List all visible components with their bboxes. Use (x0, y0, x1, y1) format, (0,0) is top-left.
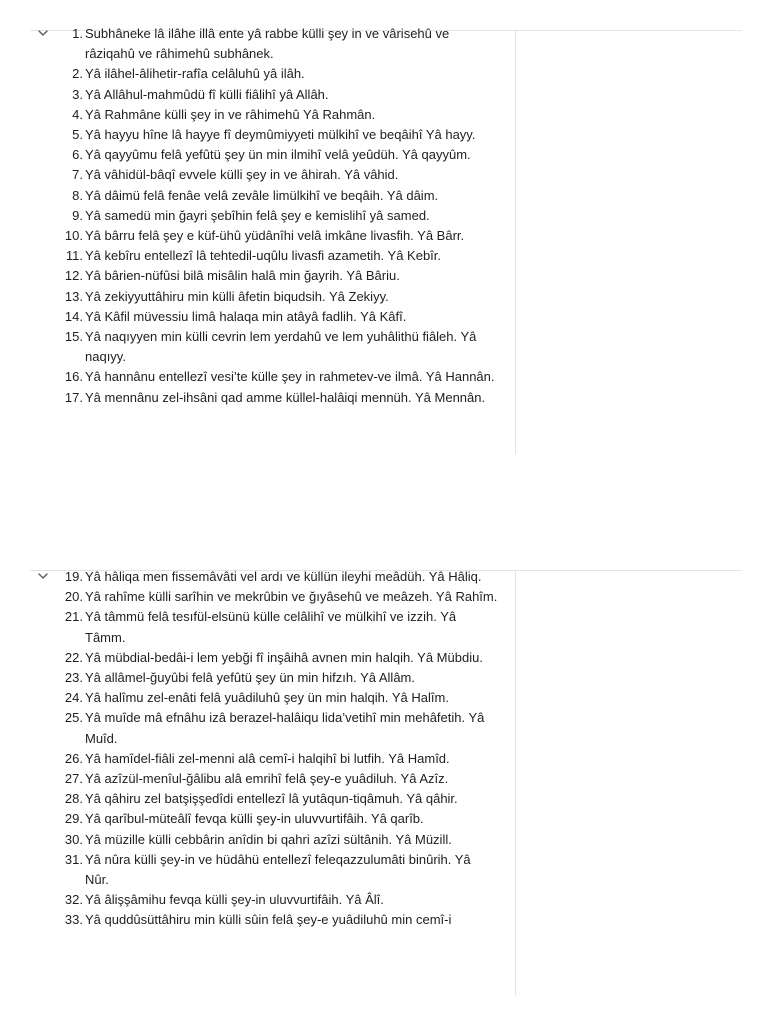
list-item-number: 27. (64, 771, 83, 787)
list-item (58, 165, 498, 185)
chevron-down-icon[interactable] (36, 26, 50, 40)
list-item-text: Yâ ilâhel-âlihetir-rafîa celâluhû yâ ilâh. (85, 66, 305, 82)
list-item-number: 29. (64, 811, 83, 827)
list-item-text: Yâ zekiyyuttâhiru min külli âfetin biqudsih. Yâ Zekiyy. (85, 288, 389, 304)
list-item-text: Subhâneke lâ ilâhe illâ ente yâ rabbe külli şey in ve vârisehû ve râziqahû ve râhimehû subhânek. (85, 26, 450, 62)
list-item-text: Yâ bârru felâ şey e küf-ühû yüdânîhi velâ imkâne livasfih. Yâ Bârr. (85, 228, 465, 244)
list-item-text: Yâ allâmel-ğuyûbi felâ yefûtü şey ün min hifzıh. Yâ Allâm. (85, 670, 415, 686)
list-item (58, 125, 498, 145)
list-item-number: 25. (64, 710, 83, 726)
chevron-down-icon[interactable] (36, 569, 50, 583)
list-item-number: 8. (72, 187, 83, 203)
list-item (58, 769, 498, 789)
list-item (58, 607, 498, 647)
list-item-number: 10. (64, 228, 83, 244)
list-item-number: 26. (64, 750, 83, 766)
list-item (58, 105, 498, 125)
list-item (58, 567, 498, 587)
list-item (58, 226, 498, 246)
list-item-text: Yâ dâimü felâ fenâe velâ zevâle limülkihî ve beqâih. Yâ dâim. (85, 187, 439, 203)
list-item-text: Yâ bârien-nüfûsi bilâ misâlin halâ min ğayrih. Yâ Bâriu. (85, 268, 400, 284)
list-item-number: 12. (64, 268, 83, 284)
list-item (58, 830, 498, 850)
column-divider (515, 30, 516, 454)
list-item (58, 388, 498, 408)
list-item-number: 23. (64, 670, 83, 686)
list-item-text: Yâ rahîme külli sarîhin ve mekrûbin ve ğıyâsehû ve meâzeh. Yâ Rahîm. (85, 589, 498, 605)
list-item-number: 22. (64, 649, 83, 665)
list-item-number: 33. (64, 912, 83, 928)
list-item (58, 910, 498, 930)
numbered-list (58, 24, 498, 408)
list-item (58, 789, 498, 809)
list-item (58, 688, 498, 708)
list-item (58, 307, 498, 327)
list-item-number: 6. (72, 147, 83, 163)
list-item-number: 31. (64, 851, 83, 867)
list-item (58, 708, 498, 748)
list-item (58, 587, 498, 607)
list-item (58, 749, 498, 769)
list-item (58, 266, 498, 286)
list-item-text: Yâ Rahmâne külli şey in ve râhimehû Yâ Rahmân. (85, 106, 376, 122)
numbered-list (58, 567, 498, 931)
list-item (58, 890, 498, 910)
list-item (58, 648, 498, 668)
list-item-text: Yâ qayyûmu felâ yefûtü şey ün min ilmihî velâ yeûdüh. Yâ qayyûm. (85, 147, 471, 163)
list-item (58, 850, 498, 890)
list-item-number: 14. (64, 308, 83, 324)
list-item (58, 206, 498, 226)
list-item-text: Yâ samedü min ğayri şebîhin felâ şey e kemislihî yâ samed. (85, 207, 430, 223)
list-item-number: 3. (72, 86, 83, 102)
list-section-1 (0, 24, 768, 454)
list-item (58, 668, 498, 688)
list-item (58, 246, 498, 266)
list-item-text: Yâ hannânu entellezî vesi’te külle şey in rahmetev-ve ilmâ. Yâ Hannân. (85, 369, 495, 385)
list-item-number: 16. (64, 369, 83, 385)
list-item-text: Yâ tâmmü felâ tesıfül-elsünü külle celâlihî ve mülkihî ve izzih. Yâ Tâmm. (85, 609, 457, 645)
list-item (58, 287, 498, 307)
list-item-number: 2. (72, 66, 83, 82)
list-item-number: 13. (64, 288, 83, 304)
list-item-number: 9. (72, 207, 83, 223)
list-item-text: Yâ muîde mâ efnâhu izâ berazel-halâiqu lida’vetihî min mehâfetih. Yâ Muîd. (85, 710, 485, 746)
list-item-text: Yâ vâhidül-bâqî evvele külli şey in ve âhirah. Yâ vâhid. (85, 167, 399, 183)
list-item-text: Yâ âlişşâmihu fevqa külli şey-in uluvvurtifâih. Yâ Âlî. (85, 892, 384, 908)
list-item-number: 7. (72, 167, 83, 183)
list-item (58, 327, 498, 367)
list-item-text: Yâ hamîdel-fiâli zel-menni alâ cemî-i halqihî bi lutfih. Yâ Hamîd. (85, 750, 450, 766)
list-item-text: Yâ Kâfil müvessiu limâ halaqa min atâyâ fadlih. Yâ Kâfî. (85, 308, 407, 324)
list-item-text: Yâ qâhiru zel batşişşedîdi entellezî lâ yutâqun-tiqâmuh. Yâ qâhir. (85, 791, 458, 807)
list-item (58, 186, 498, 206)
list-item-text: Yâ Allâhul-mahmûdü fî külli fiâlihî yâ Allâh. (85, 86, 329, 102)
list-item-text: Yâ halîmu zel-enâti felâ yuâdiluhû şey ün min halqih. Yâ Halîm. (85, 690, 449, 706)
list-item-number: 20. (64, 589, 83, 605)
list-item-number: 5. (72, 127, 83, 143)
list-item-number: 24. (64, 690, 83, 706)
list-item-text: Yâ naqıyyen min külli cevrin lem yerdahû ve lem yuhâlithü fiâleh. Yâ naqıyy. (85, 329, 477, 365)
list-item-number: 11. (65, 248, 83, 264)
list-item-number: 17. (64, 389, 83, 405)
list-item-text: Yâ azîzül-menîul-ğâlibu alâ emrihî felâ şey-e yuâdiluh. Yâ Azîz. (85, 771, 449, 787)
list-item-text: Yâ kebîru entellezî lâ tehtedil-uqûlu livasfi azametih. Yâ Kebîr. (85, 248, 442, 264)
list-item-number: 28. (64, 791, 83, 807)
list-item (58, 24, 498, 64)
list-section-2 (0, 564, 768, 996)
list-item-text: Yâ mübdial-bedâi-i lem yebği fî inşâihâ avnen min halqih. Yâ Mübdiu. (85, 649, 483, 665)
list-item (58, 367, 498, 387)
list-item-text: Yâ hayyu hîne lâ hayye fî deymûmiyyeti mülkihî ve beqâihî Yâ hayy. (85, 127, 476, 143)
list-item-number: 19. (64, 569, 83, 584)
list-item-text: Yâ hâliqa men fissemâvâti vel ardı ve küllün ileyhi meâdüh. Yâ Hâliq. (85, 569, 482, 584)
list-item (58, 85, 498, 105)
list-item-text: Yâ qarîbul-müteâlî fevqa külli şey-in uluvvurtifâih. Yâ qarîb. (85, 811, 424, 827)
list-item-text: Yâ nûra külli şey-in ve hüdâhü entellezî feleqazzulumâti binûrih. Yâ Nûr. (85, 851, 471, 888)
list-item-text: Yâ mennânu zel-ihsâni qad amme küllel-halâiqi mennüh. Yâ Mennân. (85, 389, 486, 405)
list-item-number: 32. (64, 892, 83, 908)
list-item (58, 809, 498, 829)
list-item-text: Yâ müzille külli cebbârin anîdin bi qahri azîzi sültânih. Yâ Müzill. (85, 831, 452, 847)
list-item (58, 64, 498, 84)
list-item-number: 4. (72, 106, 83, 122)
list-item-text: Yâ quddûsüttâhiru min külli sûin felâ şey-e yuâdiluhû min cemî-i (85, 912, 452, 928)
list-item-number: 21. (64, 609, 83, 625)
list-item-number: 1. (72, 26, 83, 41)
list-item (58, 145, 498, 165)
list-item-number: 15. (64, 329, 83, 345)
column-divider (515, 570, 516, 996)
list-item-number: 30. (64, 831, 83, 847)
